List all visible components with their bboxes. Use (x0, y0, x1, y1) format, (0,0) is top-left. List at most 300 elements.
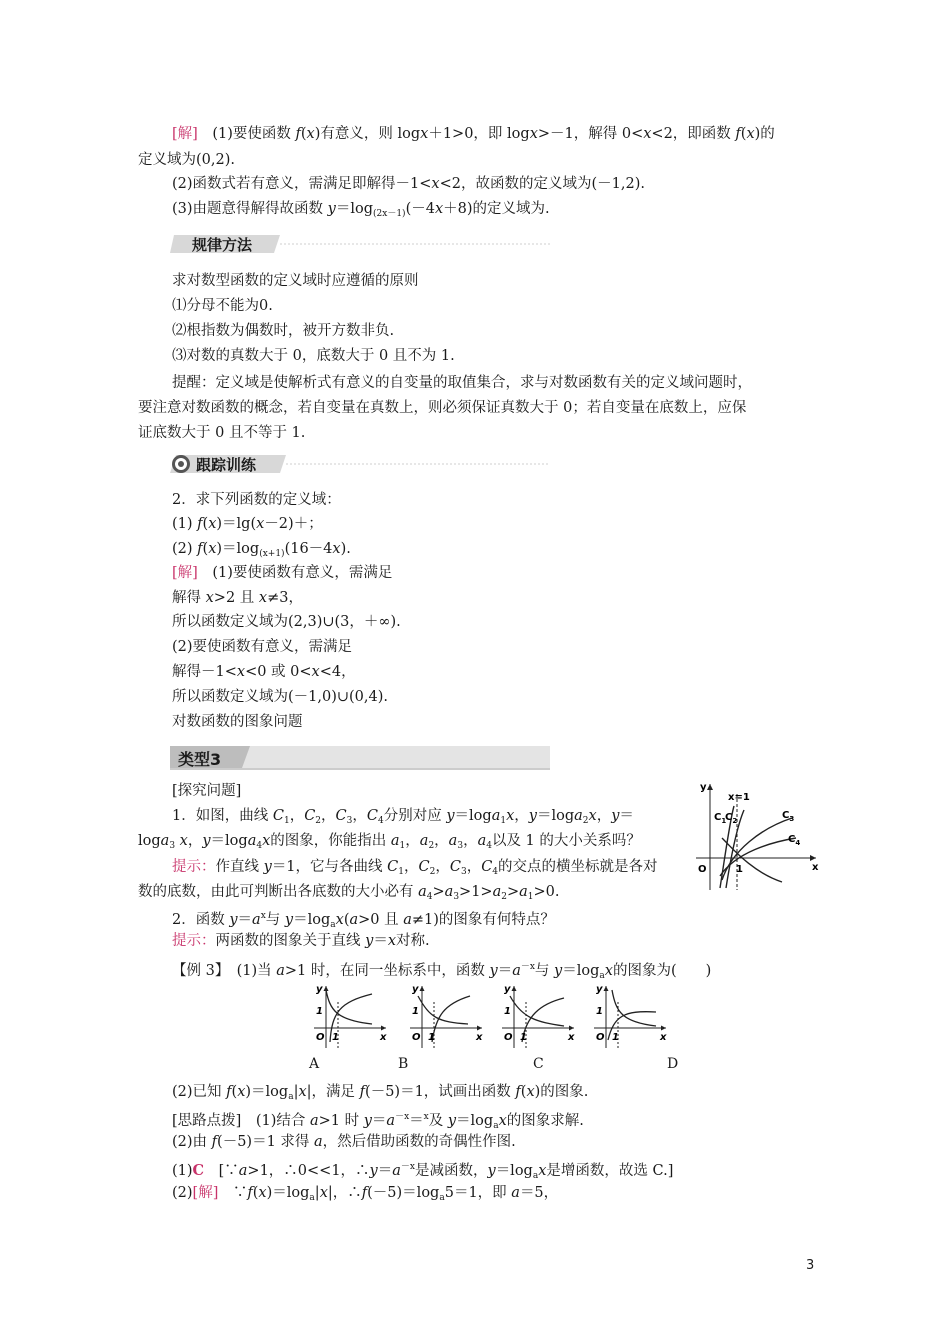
text-segment: a (599, 971, 605, 981)
text-segment: a (160, 833, 170, 849)
text-segment: > (432, 884, 445, 900)
text-segment: 对称. (396, 933, 430, 949)
text-segment: | (293, 1084, 299, 1100)
text-segment: <2，即函数 (651, 126, 736, 142)
text-segment: 的图象为( ) (612, 963, 712, 979)
text-segment: (－5)＝log (367, 1185, 440, 1201)
text-line-l33 (172, 1157, 673, 1186)
text-segment: ， (596, 808, 612, 824)
text-segment: ). (340, 541, 351, 557)
text-segment: C (272, 808, 284, 824)
graph-axis-label: x (380, 1032, 387, 1043)
text-segment: 的图象求解. (506, 1113, 584, 1129)
text-segment: ＋1>0，即 log (428, 126, 530, 142)
text-line-l1 (172, 124, 775, 144)
text-segment: 4 (492, 867, 499, 877)
text-line-l13 (172, 514, 323, 534)
text-segment: (2x－1) (373, 209, 406, 219)
text-segment: ， (435, 859, 450, 875)
text-segment: 3 (346, 816, 353, 826)
graph-axis-label: 1 (316, 1006, 323, 1017)
text-segment: (－4 (405, 201, 435, 217)
text-segment: f (295, 126, 301, 142)
text-segment: 是增函数，故选 C.] (546, 1163, 674, 1179)
text-segment: ( (252, 1185, 259, 1201)
text-segment: >0. (533, 884, 560, 900)
text-segment: ( (740, 126, 747, 142)
text-segment: a (247, 833, 257, 849)
text-segment: 4 (377, 816, 384, 826)
text-segment: (3)由题意得解得故函数 (172, 201, 328, 217)
text-segment: a (314, 1134, 323, 1150)
fig-c2-label: $C_2$ (725, 812, 738, 825)
graph-axis-label: y (504, 984, 511, 995)
text-segment: x (306, 126, 315, 142)
text-segment: x (335, 912, 344, 928)
text-segment: ＝ (497, 963, 513, 979)
text-segment: a (330, 920, 336, 930)
text-segment: a (574, 808, 583, 824)
text-line-l30 (172, 1082, 588, 1107)
text-segment: x (588, 808, 597, 824)
text-segment: ＝ (371, 1113, 387, 1129)
text-segment: <0 或 0< (245, 664, 312, 680)
text-segment: ＝5， (519, 1185, 559, 1201)
text-segment: 3 (169, 841, 176, 851)
text-segment: C (481, 859, 493, 875)
text-segment: (2)已知 (172, 1084, 227, 1100)
text-segment: ， (321, 808, 336, 824)
text-segment: y (263, 859, 272, 875)
text-segment: a (419, 833, 429, 849)
text-segment: 4 (486, 841, 492, 851)
graph-axis-label: O (504, 1032, 513, 1043)
text-segment: 2．函数 (172, 912, 230, 928)
text-line-l6 (172, 296, 273, 316)
text-segment: x (529, 126, 538, 142)
text-segment: f (247, 1185, 253, 1201)
option-graph-b (408, 982, 486, 1052)
text-segment: (1)要使函数有意义，需满足 (197, 565, 393, 581)
graph-axis-label: x (568, 1032, 575, 1043)
text-segment: )有意义，则 log (314, 126, 421, 142)
text-segment: 证底数大于 0 且不等于 1. (138, 425, 306, 441)
choice-d: D (667, 1056, 679, 1072)
text-segment: ， (289, 808, 305, 824)
text-segment: C (387, 859, 399, 875)
text-segment: (2)函数式若有意义，需满足即解得－1< (172, 176, 432, 192)
text-segment: 是减函数， (414, 1163, 488, 1179)
text-segment: ( (343, 912, 350, 928)
text-segment: ＝log (562, 963, 600, 979)
track-banner (170, 453, 550, 475)
text-segment: x (236, 664, 246, 680)
text-segment: a (390, 833, 400, 849)
text-segment: x (538, 1163, 547, 1179)
text-line-l22 (172, 781, 241, 801)
method-banner (170, 233, 550, 255)
text-segment: ( (202, 541, 209, 557)
text-segment: (－5)＝1 求得 (217, 1134, 315, 1150)
text-segment: (1) (172, 516, 198, 532)
option-graph-a (312, 982, 390, 1052)
text-segment: 2 (315, 816, 322, 826)
text-segment: a (309, 1193, 315, 1203)
graph-axis-label: y (316, 984, 323, 995)
text-segment: a (288, 1092, 294, 1102)
text-segment: (2)由 (172, 1134, 212, 1150)
text-segment: ≠1)的图象有何特点？ (411, 912, 555, 928)
text-segment: f (211, 1134, 218, 1150)
graph-axis-label: O (412, 1032, 421, 1043)
text-segment: ＋8)的定义域为. (443, 201, 550, 217)
text-line-l23 (172, 806, 634, 831)
text-segment: 解得－1< (172, 664, 237, 680)
text-segment: [∵ (204, 1163, 239, 1179)
text-segment: a (492, 884, 502, 900)
text-segment: 2 (501, 892, 507, 902)
fig-c1-label: $C_1$ (714, 812, 727, 825)
text-segment: x (258, 590, 268, 606)
text-segment: 3 (453, 892, 460, 902)
text-segment: 所以函数定义域为(－1,0)∪(0,4). (172, 689, 389, 705)
graph-axis-label: 1 (612, 1032, 619, 1043)
text-segment: 及 (428, 1113, 448, 1129)
text-segment: 以及 1 的大小关系吗？ (491, 833, 641, 849)
log-curves-figure (692, 780, 822, 892)
text-segment: y (554, 963, 563, 979)
text-segment: y (446, 808, 455, 824)
text-segment: ， (405, 833, 420, 849)
text-segment: f (515, 1084, 521, 1100)
choice-b: B (398, 1056, 409, 1072)
text-segment: 定义域为(0,2). (138, 152, 235, 168)
text-segment: a (439, 1193, 445, 1203)
graph-axis-label: y (412, 984, 419, 995)
text-segment: f (735, 126, 741, 142)
text-segment: ⑴分母不能为0. (172, 298, 273, 314)
fig-line-label: x=1 (728, 792, 750, 803)
graph-axis-label: 1 (504, 1006, 511, 1017)
text-segment: (2) (172, 1185, 193, 1201)
text-segment: x (319, 1185, 328, 1201)
text-segment: x (431, 176, 440, 192)
text-segment: >1 时 (318, 1113, 364, 1129)
text-segment: x (498, 1113, 507, 1129)
text-segment: ＝log (495, 1163, 533, 1179)
text-segment: 的图象，你能指出 (270, 833, 391, 849)
text-segment: <4， (319, 664, 356, 680)
text-segment: (2) (172, 541, 198, 557)
text-segment: 与 (534, 963, 555, 979)
text-segment: y (369, 1163, 378, 1179)
text-segment: 3 (457, 841, 464, 851)
text-segment: x (434, 201, 444, 217)
graph-axis-label: 1 (412, 1006, 419, 1017)
method-banner-text: 规律方法 (192, 236, 253, 254)
text-segment: 数的底数，由此可判断出各底数的大小必有 (138, 884, 419, 900)
text-segment: 4 (426, 892, 433, 902)
text-segment: |，∴ (327, 1185, 362, 1201)
graph-axis-label: O (596, 1032, 605, 1043)
text-line-l32 (172, 1132, 516, 1152)
text-segment: ＝ (377, 1163, 393, 1179)
text-segment: x (237, 1084, 246, 1100)
text-segment: [解] (172, 565, 198, 581)
text-segment: a (252, 912, 261, 928)
text-segment: ， (187, 833, 203, 849)
text-segment: >－1，解得 0< (537, 126, 644, 142)
option-graph-d (592, 982, 670, 1052)
text-segment: f (197, 541, 203, 557)
text-segment: x (208, 516, 217, 532)
text-segment: a (386, 1113, 396, 1129)
text-segment: a (519, 884, 528, 900)
text-segment: ( (300, 126, 307, 142)
text-segment: x (298, 1084, 307, 1100)
text-segment: 2 (582, 816, 589, 826)
text-segment: ＝log (454, 808, 492, 824)
text-segment: >2 且 (213, 590, 259, 606)
text-segment: y (202, 833, 211, 849)
text-line-l2 (138, 150, 235, 170)
text-segment: a (276, 963, 285, 979)
text-segment: x (179, 833, 188, 849)
text-segment: a (418, 884, 427, 900)
text-segment: x (420, 126, 429, 142)
text-segment: ＝log (210, 833, 248, 849)
text-segment: x (643, 126, 652, 142)
graph-axis-label: 1 (428, 1032, 435, 1043)
text-segment: 5＝1，即 (444, 1185, 512, 1201)
text-segment: 解得 (172, 590, 206, 606)
text-segment: x (205, 590, 214, 606)
text-segment: )＝log (216, 541, 260, 557)
text-segment: y (528, 808, 537, 824)
text-line-l9 (172, 373, 752, 393)
text-segment: 提示： (172, 859, 216, 875)
text-segment: )的 (754, 126, 775, 142)
graph-axis-label: x (476, 1032, 483, 1043)
text-line-l20 (172, 687, 388, 707)
text-segment: 【例 3】 (1)当 (172, 963, 277, 979)
text-segment: 3 (460, 867, 467, 877)
text-segment: ＝ (409, 1113, 424, 1129)
text-segment: (1)要使函数 (197, 126, 296, 142)
text-segment: y (611, 808, 620, 824)
text-segment: 分别对应 (383, 808, 447, 824)
text-segment: 1 (399, 841, 406, 851)
text-segment: 4 (256, 841, 263, 851)
text-line-l17 (172, 612, 401, 632)
text-segment: >1 时，在同一坐标系中，函数 (284, 963, 490, 979)
text-segment: ， (352, 808, 367, 824)
text-segment: a (403, 912, 412, 928)
text-segment: <2，故函数的定义域为(－1,2). (439, 176, 645, 192)
text-segment: ， (466, 859, 482, 875)
text-segment: ⑵根指数为偶数时，被开方数非负. (172, 323, 395, 339)
choice-c: C (533, 1056, 544, 1072)
page-number: 3 (806, 1258, 815, 1273)
text-segment: y (327, 201, 336, 217)
text-segment: ( (202, 516, 209, 532)
text-segment: a (511, 1185, 520, 1201)
text-segment: －2)＋； (264, 516, 323, 532)
text-segment: －x (395, 1112, 410, 1122)
graph-axis-label: 1 (332, 1032, 339, 1043)
text-segment: ＝log (456, 1113, 494, 1129)
text-segment: 与 (265, 912, 285, 928)
text-line-l19 (172, 662, 356, 682)
text-segment: a (392, 1163, 401, 1179)
text-line-l21 (172, 712, 303, 732)
text-segment: x (262, 833, 271, 849)
text-segment: x (746, 126, 755, 142)
fig-one-label: 1 (736, 864, 743, 875)
text-segment: x (604, 963, 613, 979)
text-segment: (16－4 (284, 541, 333, 557)
fig-y-label: y (700, 782, 707, 793)
text-segment: x (311, 664, 320, 680)
text-segment: C (449, 859, 461, 875)
log-curves-svg (692, 780, 822, 892)
text-segment: 两函数的图象关于直线 (215, 933, 366, 949)
text-segment: 1 (500, 816, 507, 826)
text-segment: >1> (459, 884, 493, 900)
text-segment: y (489, 963, 498, 979)
text-segment: )＝log (266, 1185, 310, 1201)
text-segment: ( (231, 1084, 238, 1100)
text-segment: (1) (172, 1163, 193, 1179)
text-line-l11 (138, 423, 305, 443)
text-segment: a (448, 833, 458, 849)
text-segment: 提示： (172, 933, 216, 949)
text-segment: 1 (527, 892, 534, 902)
text-segment: |，满足 (306, 1084, 360, 1100)
text-segment: ＝ (373, 933, 388, 949)
text-segment: ， (463, 833, 478, 849)
text-segment: a (532, 1171, 539, 1181)
text-segment: a (238, 1163, 248, 1179)
text-segment: [解] (192, 1185, 219, 1201)
text-segment: 提醒：定义域是使解析式有意义的自变量的取值集合，求与对数函数有关的定义域问题时， (172, 375, 752, 391)
text-segment: [解] (172, 126, 198, 142)
text-segment: ＝log (293, 912, 331, 928)
text-segment: y (284, 912, 294, 928)
text-segment: 的交点的横坐标就是各对 (498, 859, 658, 875)
text-segment: ≠3， (267, 590, 303, 606)
text-segment: ，然后借助函数的奇偶性作图. (322, 1134, 516, 1150)
text-line-l24 (138, 831, 641, 856)
text-segment: (x+1) (259, 549, 285, 559)
text-segment: 作直线 (215, 859, 264, 875)
text-segment: x (256, 516, 265, 532)
text-segment: y (363, 1113, 372, 1129)
text-segment: a (491, 808, 501, 824)
text-segment: y (447, 1113, 457, 1129)
text-segment: 1 (283, 816, 290, 826)
text-segment: 求对数型函数的定义域时应遵循的原则 (172, 273, 419, 289)
text-segment: C (335, 808, 347, 824)
text-segment: )＝log (245, 1084, 289, 1100)
text-line-l15 (172, 563, 392, 583)
text-segment: 2 (428, 841, 435, 851)
text-segment: a (493, 1121, 499, 1131)
text-segment: f (197, 516, 203, 532)
text-line-l8 (172, 346, 455, 366)
text-segment: ， (514, 808, 529, 824)
text-segment: f (226, 1084, 232, 1100)
text-segment: C (192, 1162, 205, 1179)
text-segment: f (361, 1185, 368, 1201)
text-segment: x (258, 1185, 267, 1201)
text-segment: a (309, 1113, 319, 1129)
text-segment: C (366, 808, 378, 824)
fig-c4-label: $C_4$ (788, 834, 801, 847)
text-segment: ， (434, 833, 449, 849)
text-segment: x (332, 541, 341, 557)
text-segment: log (138, 833, 161, 849)
text-segment: ＝log (335, 201, 374, 217)
type3-banner (170, 744, 550, 770)
text-segment: y (229, 912, 238, 928)
text-segment: 1．如图，曲线 (172, 808, 273, 824)
text-segment: )＝lg( (216, 516, 257, 532)
text-line-l7 (172, 321, 394, 341)
graph-axis-label: O (316, 1032, 325, 1043)
text-segment: a (349, 912, 359, 928)
text-segment: 1 (398, 867, 404, 877)
text-line-l18 (172, 637, 352, 657)
text-line-l14 (172, 539, 351, 564)
text-segment: y (365, 933, 374, 949)
text-segment: )的图象. (534, 1084, 589, 1100)
text-segment: f (359, 1084, 366, 1100)
text-line-l16 (172, 588, 303, 608)
text-line-l34 (172, 1183, 558, 1208)
fig-origin-label: O (698, 864, 707, 875)
text-segment: a (444, 884, 454, 900)
text-segment: ＝log (536, 808, 575, 824)
text-segment: >1，∴0<<1，∴ (247, 1163, 370, 1179)
text-segment: a (512, 963, 521, 979)
text-segment: x (526, 1084, 535, 1100)
graph-axis-label: x (660, 1032, 667, 1043)
text-segment: C (418, 859, 430, 875)
text-line-l26 (138, 882, 560, 907)
text-segment: 2 (429, 867, 436, 877)
graph-axis-label: 1 (596, 1006, 603, 1017)
text-line-l5 (172, 271, 419, 291)
text-segment: ＝ (619, 808, 634, 824)
text-segment: 要注意对数函数的概念，若自变量在真数上，则必须保证真数大于 0；若自变量在底数上，应保 (138, 400, 747, 416)
option-graph-c (500, 982, 578, 1052)
type3-banner-bg (170, 744, 550, 770)
text-segment: x (423, 1112, 429, 1122)
text-segment: 所以函数定义域为(2,3)∪(3，＋∞). (172, 614, 401, 630)
text-segment: > (506, 884, 520, 900)
graph-axis-label: 1 (520, 1032, 527, 1043)
track-banner-text: 跟踪训练 (196, 456, 257, 474)
type3-banner-text: 类型3 (178, 750, 222, 769)
text-segment: x (208, 541, 217, 557)
text-segment: C (304, 808, 316, 824)
text-segment: ＝ (237, 912, 253, 928)
text-segment: x (387, 933, 396, 949)
text-segment: ， (404, 859, 419, 875)
text-segment: [探究问题] (172, 783, 242, 799)
fig-x-label: x (812, 862, 819, 873)
